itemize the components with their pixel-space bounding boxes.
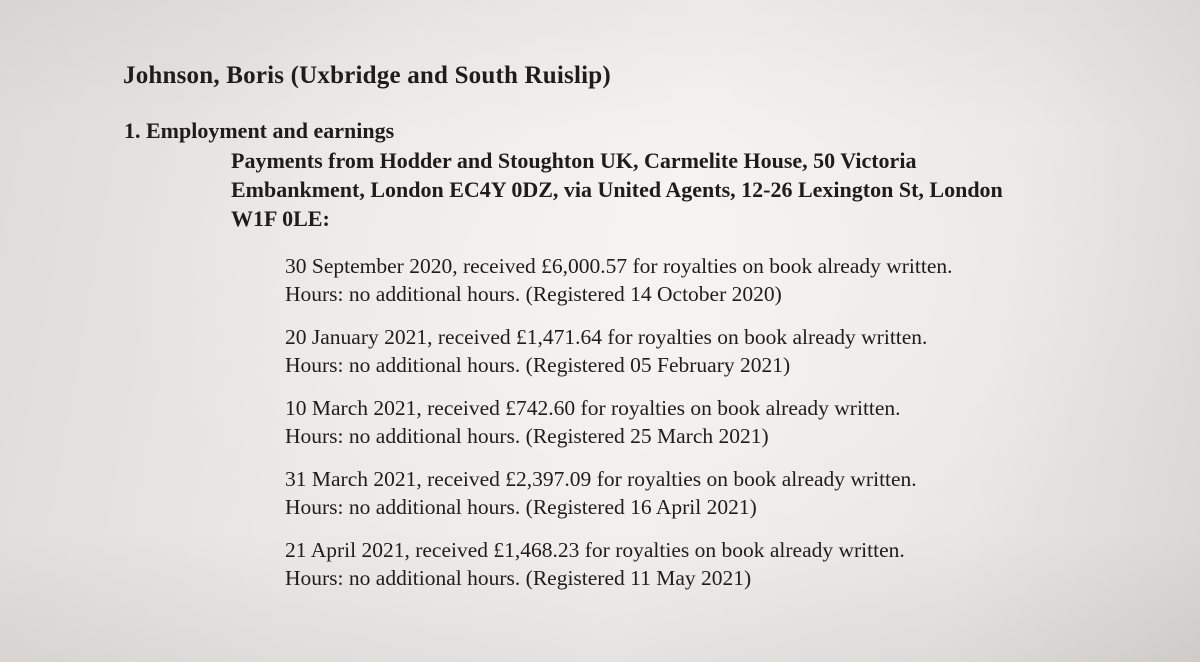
payment-detail: 30 September 2020, received £6,000.57 for royalties on book already written.	[285, 254, 953, 278]
payment-entry	[285, 465, 953, 521]
section-heading: 1. Employment and earnings	[124, 118, 395, 143]
payment-detail: 21 April 2021, received £1,468.23 for royalties on book already written.	[285, 538, 905, 562]
payment-entry	[285, 536, 953, 592]
payer-description	[231, 146, 1003, 233]
payment-registration: Hours: no additional hours. (Registered 25 March 2021)	[285, 424, 769, 448]
payment-registration: Hours: no additional hours. (Registered 14 October 2020)	[285, 282, 782, 306]
payments-list	[285, 252, 953, 607]
payment-registration: Hours: no additional hours. (Registered 11 May 2021)	[285, 566, 752, 590]
payment-detail: 20 January 2021, received £1,471.64 for royalties on book already written.	[285, 325, 928, 349]
payer-line: Payments from Hodder and Stoughton UK, Carmelite House, 50 Victoria	[231, 148, 917, 173]
payment-detail: 31 March 2021, received £2,397.09 for royalties on book already written.	[285, 467, 917, 491]
payment-registration: Hours: no additional hours. (Registered 16 April 2021)	[285, 495, 757, 519]
payment-entry	[285, 323, 953, 379]
payment-entry	[285, 394, 953, 450]
payer-line: Embankment, London EC4Y 0DZ, via United Agents, 12-26 Lexington St, London	[231, 177, 1003, 202]
payment-entry	[285, 252, 953, 308]
payer-line: W1F 0LE:	[231, 206, 330, 231]
payment-registration: Hours: no additional hours. (Registered 05 February 2021)	[285, 353, 791, 377]
payment-detail: 10 March 2021, received £742.60 for royalties on book already written.	[285, 396, 901, 420]
member-name-heading: Johnson, Boris (Uxbridge and South Ruislip)	[123, 62, 611, 89]
